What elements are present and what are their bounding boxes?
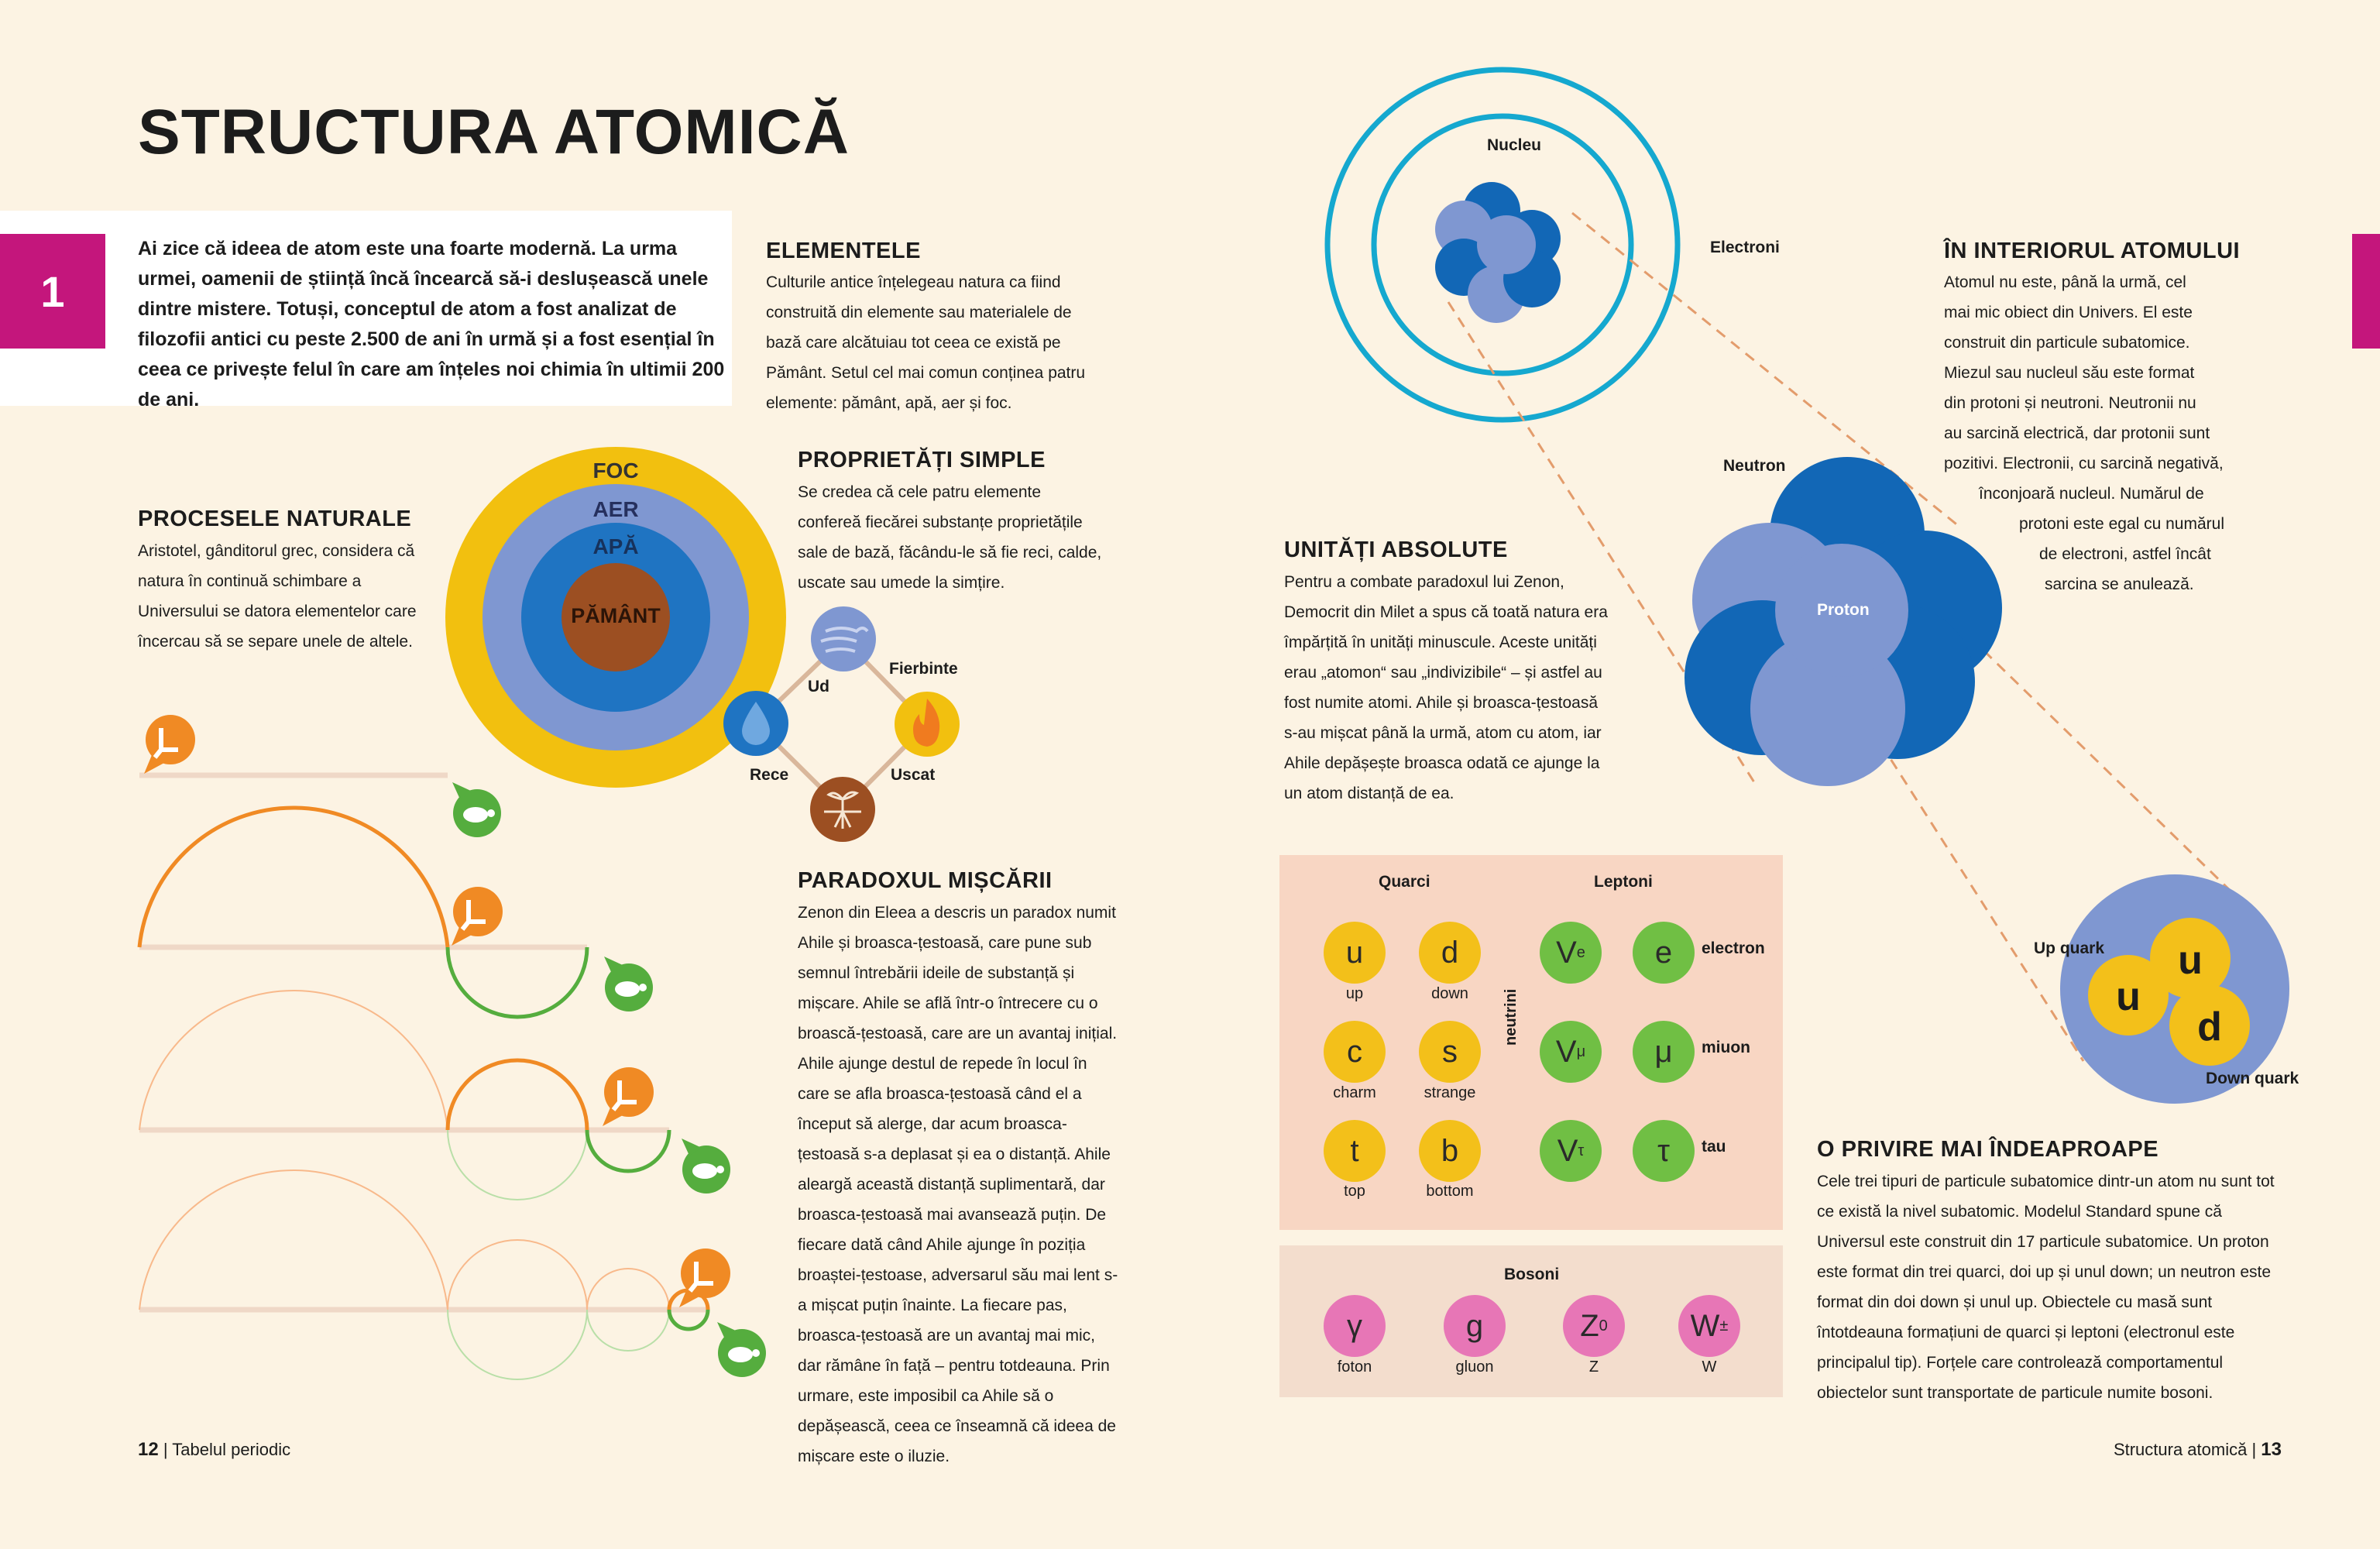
quark-name: down: [1431, 985, 1468, 1002]
heading-proprietati: PROPRIETĂȚI SIMPLE: [798, 448, 1046, 472]
label-wet: Ud: [808, 678, 829, 696]
neutrino-ball: V τ: [1540, 1120, 1602, 1182]
lepton-name: electron: [1702, 939, 1765, 957]
label-up-quark: Up quark: [2034, 939, 2105, 957]
quark-ball: s: [1419, 1021, 1481, 1083]
label-earth: PĂMÂNT: [571, 604, 661, 627]
heading-interiorul: ÎN INTERIORUL ATOMULUI: [1944, 239, 2241, 263]
lepton-ball: τ: [1633, 1120, 1695, 1182]
label-cold: Rece: [750, 766, 789, 784]
fire-icon: [895, 692, 960, 757]
achilles-icon: [452, 887, 503, 946]
text-line: mai mic obiect din Univers. El este: [1944, 304, 2193, 321]
quark-ball: u: [1324, 922, 1386, 984]
quark-ball: d: [1419, 922, 1481, 984]
text-line: din protoni și neutroni. Neutronii nu: [1944, 394, 2196, 412]
page-title: STRUCTURA ATOMICĂ: [138, 97, 850, 167]
text-line: înconjoară nucleul. Numărul de: [1979, 485, 2204, 503]
achilles-icon: [144, 715, 195, 774]
boson-ball: Z 0: [1563, 1295, 1625, 1357]
text-line: construit din particule subatomice.: [1944, 334, 2190, 352]
page-number: 13: [2261, 1439, 2282, 1460]
text-line: de electroni, astfel încât: [2039, 545, 2211, 563]
heading-elementele: ELEMENTELE: [766, 239, 921, 263]
label-water: APĂ: [592, 534, 639, 558]
label-nucleus: Nucleu: [1487, 136, 1542, 154]
label-air: AER: [592, 497, 639, 521]
quark-name: charm: [1333, 1084, 1376, 1101]
small-nucleus: [1435, 182, 1561, 323]
text-line: Miezul sau nucleul său este format: [1944, 364, 2195, 382]
quark-ball: t: [1324, 1120, 1386, 1182]
earth-icon: [810, 777, 875, 842]
neutrino-ball: V μ: [1540, 1021, 1602, 1083]
lepton-name: miuon: [1702, 1039, 1750, 1056]
page-number: 12: [138, 1439, 159, 1460]
label-electrons: Electroni: [1710, 239, 1780, 256]
proton-quark-up: u: [2116, 974, 2141, 1019]
text-privire: Cele trei tipuri de particule subatomice dintr-un atom nu sunt tot ce există la nivel subatomic. Modelul Standard spune că Universul este construit din 17 particule subatomice. Un proton este format din trei quarci, doi up și unul down; un neutron este format din doi down și unul up. Obiectele cu masă sunt întotdeauna formațiuni de quarci și leptoni (electronul este principalul tip). Forțele care controlează comportamentul obiectelor sunt transportate de particule numite bosoni.: [1817, 1173, 2275, 1402]
chapter-tab: 1: [0, 234, 105, 349]
lepton-name: tau: [1702, 1138, 1726, 1156]
text-line: protoni este egal cu numărul: [2019, 515, 2224, 533]
label-leptons: Leptoni: [1594, 873, 1653, 891]
quark-ball: b: [1419, 1120, 1481, 1182]
quark-name: up: [1345, 985, 1364, 1002]
text-line: Atomul nu este, până la urmă, cel: [1944, 273, 2186, 291]
boson-ball: γ: [1324, 1295, 1386, 1357]
boson-name: W: [1702, 1358, 1717, 1376]
label-neutrini: neutrini: [1503, 988, 1520, 1046]
lepton-ball: μ: [1633, 1021, 1695, 1083]
heading-unitati: UNITĂȚI ABSOLUTE: [1284, 538, 1508, 562]
boson-ball: W ±: [1678, 1295, 1740, 1357]
boson-name: foton: [1337, 1358, 1372, 1376]
air-icon: [811, 606, 876, 671]
tortoise-icon: [717, 1322, 766, 1377]
label-dry: Uscat: [891, 766, 936, 784]
chapter-tab-right: [2352, 234, 2380, 349]
text-line: au sarcină electrică, dar protonii sunt: [1944, 424, 2210, 442]
lepton-ball: e: [1633, 922, 1695, 984]
quark-name: bottom: [1426, 1183, 1474, 1200]
text-elementele: Culturile antice înțelegeau natura ca fiind construită din elemente sau materialele de bază care alcătuiau tot ceea ce există pe Pământ. Setul cel mai comun conținea patru elemente: pământ, apă, aer și foc.: [766, 273, 1086, 412]
label-neutron: Neutron: [1723, 457, 1786, 475]
text-paradoxul: Zenon din Eleea a descris un paradox numit Ahile și broasca-țestoasă, care pune sub semnul întrebării ideile de substanță și mișcare. Ahile se află într-o întrecere cu o broască-țestoasă, care are un avantaj inițial. Ahile ajunge destul de repede în locul în care se afla broasca-țestoasă când el a început să alerge, dar acum broasca-țestoasă s-a deplasat și ea o distanță. Ahile aleargă această distanță suplimentară, dar broasca-țestoasă mai avansează puțin. De fiecare dată când Ahile ajunge în poziția broaștei-țestoase, adversarul său mai lent s-a mișcat puțin înainte. La fiecare pas, broasca-țestoasă are un avantaj mai mic, dar rămâne în față – pentru totdeauna. Prin urmare, este imposibil ca Ahile să o depășească, ceea ce înseamnă că ideea de mișcare este o iluzie.: [798, 904, 1118, 1465]
quark-ball: c: [1324, 1021, 1386, 1083]
intro-text: Ai zice că ideea de atom este una foarte modernă. La urma urmei, oamenii de știință încă încearcă să-i deslușească unele dintre mistere. Totuși, conceptul de atom a fost analizat de filozofii antici cu peste 2.500 de ani în urmă și a fost esențial în ceea ce privește felul în care am înțeles noi chimia în ultimii 200 de ani.: [138, 238, 725, 410]
water-icon: [723, 691, 788, 756]
boson-name: Z: [1588, 1358, 1599, 1376]
proton-quark-down: d: [2197, 1005, 2222, 1049]
text-line: pozitivi. Electronii, cu sarcină negativă,: [1944, 455, 2224, 472]
footer-left: 12 | Tabelul periodic: [138, 1439, 291, 1460]
heading-privire: O PRIVIRE MAI ÎNDEAPROAPE: [1817, 1137, 2159, 1162]
label-proton: Proton: [1817, 601, 1870, 619]
label-fire: FOC: [592, 459, 639, 483]
heading-paradoxul: PARADOXUL MIȘCĂRII: [798, 868, 1053, 893]
achilles-icon: [603, 1067, 654, 1126]
quark-name: strange: [1424, 1084, 1476, 1101]
quark-name: top: [1344, 1183, 1365, 1200]
proton-quark-up: u: [2178, 938, 2203, 983]
text-interiorul: [1944, 267, 2285, 599]
footer-right: Structura atomică | 13: [2113, 1439, 2282, 1460]
neutrino-ball: V e: [1540, 922, 1602, 984]
footer-section: Tabelul periodic: [172, 1440, 291, 1459]
label-hot: Fierbinte: [889, 660, 958, 678]
heading-procesele: PROCESELE NATURALE: [138, 507, 412, 531]
tortoise-icon: [604, 957, 653, 1011]
text-proprietati: Se credea că cele patru elemente confereă fiecărei substanțe proprietățile sale de bază, făcându-le să fie reci, calde, uscate sau umede la simțire.: [798, 483, 1102, 592]
text-unitati: Pentru a combate paradoxul lui Zenon, Democrit din Milet a spus că toată natura era împărțită în unități minuscule. Aceste unități erau „atomon“ sau „indivizibile“ – și astfel au fost numite atomi. Ahile și broasca-țestoasă s-au mișcat până la urmă, atom cu atom, iar Ahile depășește broasca odată ce ajunge la un atom distanță de ea.: [1284, 573, 1608, 802]
label-bosons: Bosoni: [1504, 1266, 1560, 1283]
label-quarks: Quarci: [1379, 873, 1430, 891]
footer-section: Structura atomică: [2113, 1440, 2248, 1459]
boson-ball: g: [1444, 1295, 1506, 1357]
label-down-quark: Down quark: [2206, 1070, 2299, 1087]
text-line: sarcina se anulează.: [2045, 575, 2194, 593]
boson-name: gluon: [1455, 1358, 1494, 1376]
text-procesele: Aristotel, gânditorul grec, considera că natura în continuă schimbare a Universului se datora elementelor care încercau să se separe unele de altele.: [138, 542, 417, 651]
tortoise-icon: [682, 1139, 730, 1194]
tortoise-icon: [452, 782, 501, 837]
